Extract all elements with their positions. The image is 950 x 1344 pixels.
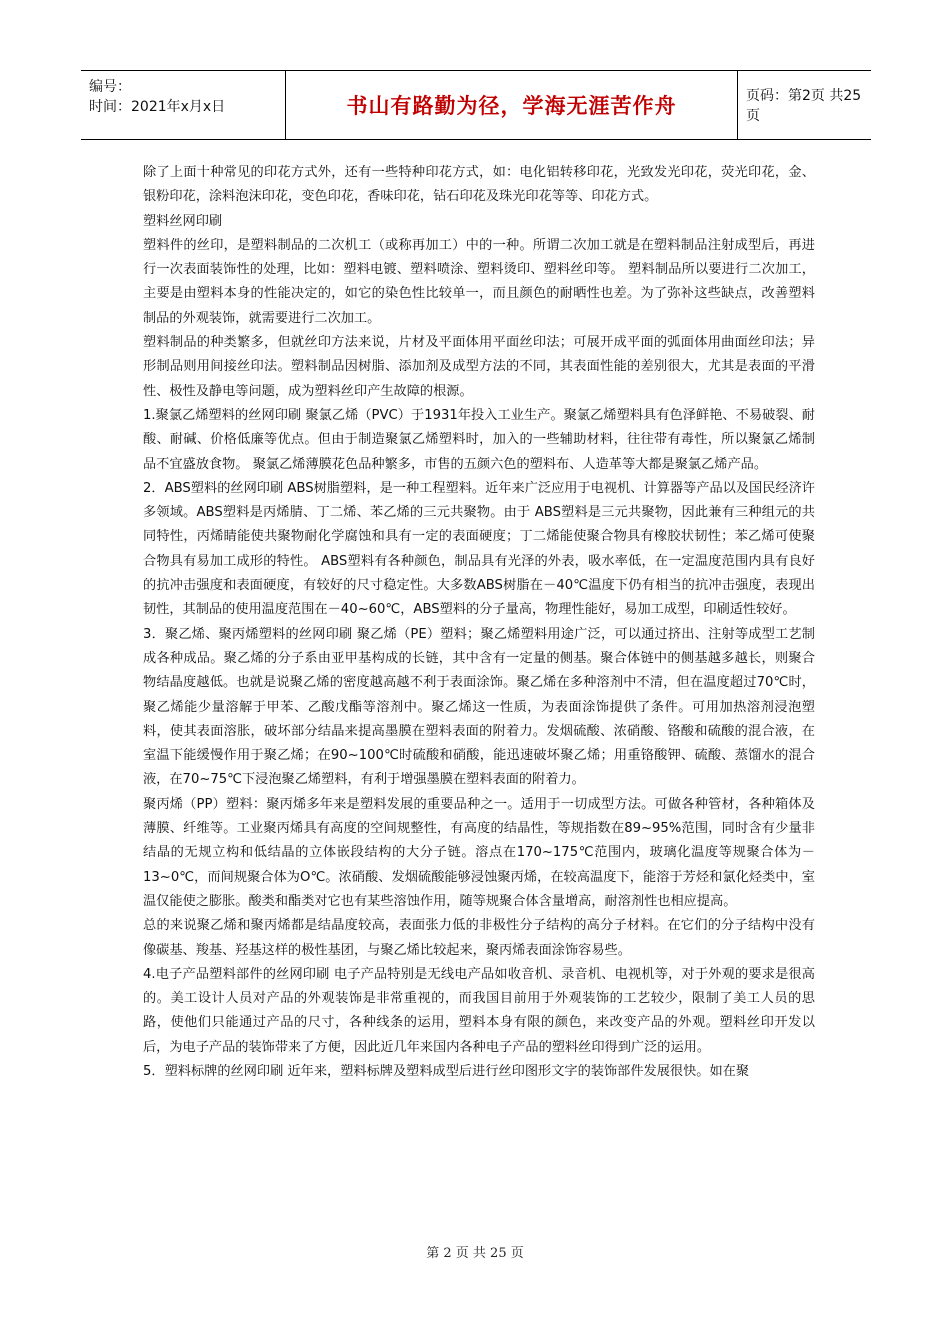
page-footer: 第 2 页 共 25 页: [426, 1246, 524, 1261]
paragraph: 塑料制品的种类繁多，但就丝印方法来说，片材及平面体用平面丝印法；可展开成平面的弧面体用曲面丝印法；异形制品则用间接丝印法。塑料制品因树脂、添加剂及成型方法的不同，其表面性能的差别很大，尤其是表面的平滑性、极性及静电等问题，成为塑料丝印产生故障的根源。: [143, 335, 815, 399]
page-indicator: 页码：第2页 共25页: [746, 88, 862, 124]
paragraph: 4.电子产品塑料部件的丝网印刷 电子产品特别是无线电产品如收音机、录音机、电视机等，对于外观的要求是很高的。美工设计人员对产品的外观装饰是非常重视的，而我国目前用于外观装饰的工艺较少，限制了美工人员的思路，使他们只能通过产品的尺寸，各种线条的运用，塑料本身有限的颜色，来改变产品的外观。塑料丝印开发以后，为电子产品的装饰带来了方便，因此近几年来国内各种电子产品的塑料丝印得到广泛的运用。: [143, 966, 815, 1055]
motto: 书山有路勤为径，学海无涯苦作舟: [346, 94, 677, 118]
document-time: 时间：2021年x月x日: [89, 99, 226, 115]
section-heading: 塑料丝网印刷: [143, 213, 223, 229]
document-body: [143, 161, 815, 1084]
header-motto-cell: [286, 71, 738, 139]
paragraph: 2．ABS塑料的丝网印刷 ABS树脂塑料，是一种工程塑料。近年来广泛应用于电视机、计算器等产品以及国民经济许多领域。ABS塑料是丙烯腈、丁二烯、苯乙烯的三元共聚物。由于 ABS塑料是三元共聚物，因此兼有三种组元的共同特性，丙烯睛能使共聚物耐化学腐蚀和具有一定的表面硬度；丁二烯能使聚合物具有橡胶状韧性；苯乙烯可使聚合物具有易加工成形的特性。 ABS塑料有各种颜色，制品具有光泽的外表，吸水率低，在一定温度范围内具有良好的抗冲击强度和表面硬度，有较好的尺寸稳定性。大多数ABS树脂在－40℃温度下仍有相当的抗冲击强度，表现出韧性，其制品的使用温度范围在－40~60℃，ABS塑料的分子量高，物理性能好，易加工成型，印刷适性较好。: [143, 480, 815, 618]
paragraph: 总的来说聚乙烯和聚丙烯都是结晶度较高，表面张力低的非极性分子结构的高分子材料。在它们的分子结构中没有像碳基、羧基、羟基这样的极性基团，与聚乙烯比较起来，聚丙烯表面涂饰容易些。: [143, 918, 815, 958]
document-number: 编号：: [89, 79, 131, 95]
paragraph: 5．塑料标牌的丝网印刷 近年来，塑料标牌及塑料成型后进行丝印图形文字的装饰部件发展很快。如在聚: [143, 1063, 750, 1079]
header-page-cell: [738, 71, 871, 139]
paragraph: 1.聚氯乙烯塑料的丝网印刷 聚氯乙烯（PVC）于1931年投入工业生产。聚氯乙烯塑料具有色泽鲜艳、不易破裂、耐酸、耐碱、价格低廉等优点。但由于制造聚氯乙烯塑料时，加入的一些辅助材料，往往带有毒性，所以聚氯乙烯制品不宜盛放食物。 聚氯乙烯薄膜花色品种繁多，市售的五颜六色的塑料布、人造革等大都是聚氯乙烯产品。: [143, 407, 815, 472]
paragraph: 聚丙烯（PP）塑料：聚丙烯多年来是塑料发展的重要品种之一。适用于一切成型方法。可做各种管材，各种箱体及薄膜、纤维等。工业聚丙烯具有高度的空间规整性，有高度的结晶性，等规指数在89~95%范围，同时含有少量非结晶的无规立构和低结晶的立体嵌段结构的大分子链。溶点在170~175℃范围内，玻璃化温度等规聚合体为－13~0℃，而间规聚合体为O℃。浓硝酸、发烟硫酸能够浸蚀聚丙烯，在较高温度下，能溶于芳烃和氯化烃类中，室温仅能使之膨胀。酸类和酯类对它也有某些溶蚀作用，随等规聚合体含量增高，耐溶剂性也相应提高。: [143, 796, 815, 909]
paragraph: 塑料件的丝印，是塑料制品的二次机工（或称再加工）中的一种。所谓二次加工就是在塑料制品注射成型后，再进行一次表面装饰性的处理，比如：塑料电镀、塑料喷涂、塑料烫印、塑料丝印等。 塑料制品所以要进行二次加工，主要是由塑料本身的性能决定的，如它的染色性比较单一，而且颜色的耐晒性也差。为了弥补这些缺点，改善塑料制品的外观装饰，就需要进行二次加工。: [143, 237, 815, 326]
header-table: [81, 70, 871, 140]
paragraph: 3．聚乙烯、聚丙烯塑料的丝网印刷 聚乙烯（PE）塑料；聚乙烯塑料用途广泛，可以通过挤出、注射等成型工艺制成各种成品。聚乙烯的分子系由亚甲基构成的长链，其中含有一定量的侧基。聚合体链中的侧基越多越长，则聚合物结晶度越低。也就是说聚乙烯的密度越高越不利于表面涂饰。聚乙烯在多种溶剂中不清，但在温度超过70℃时，聚乙烯能少量溶解于甲苯、乙酸戊酯等溶剂中。聚乙烯这一性质，为表面涂饰提供了条件。可用加热溶剂浸泡塑料，使其表面溶胀，破坏部分结晶来提高墨膜在塑料表面的附着力。发烟硫酸、浓硝酸、铬酸和硫酸的混合液，在室温下能缓慢作用于聚乙烯；在90~100℃时硫酸和硝酸，能迅速破坏聚乙烯；用重铬酸钾、硫酸、蒸馏水的混合液，在70~75℃下浸泡聚乙烯塑料，有利于增强墨膜在塑料表面的附着力。: [143, 626, 815, 788]
header-meta: [81, 71, 286, 139]
paragraph: 除了上面十种常见的印花方式外，还有一些特种印花方式，如：电化铝转移印花，光致发光印花，荧光印花，金、银粉印花，涂料泡沫印花，变色印花，香味印花，钻石印花及珠光印花等等、印花方式。: [143, 165, 815, 205]
